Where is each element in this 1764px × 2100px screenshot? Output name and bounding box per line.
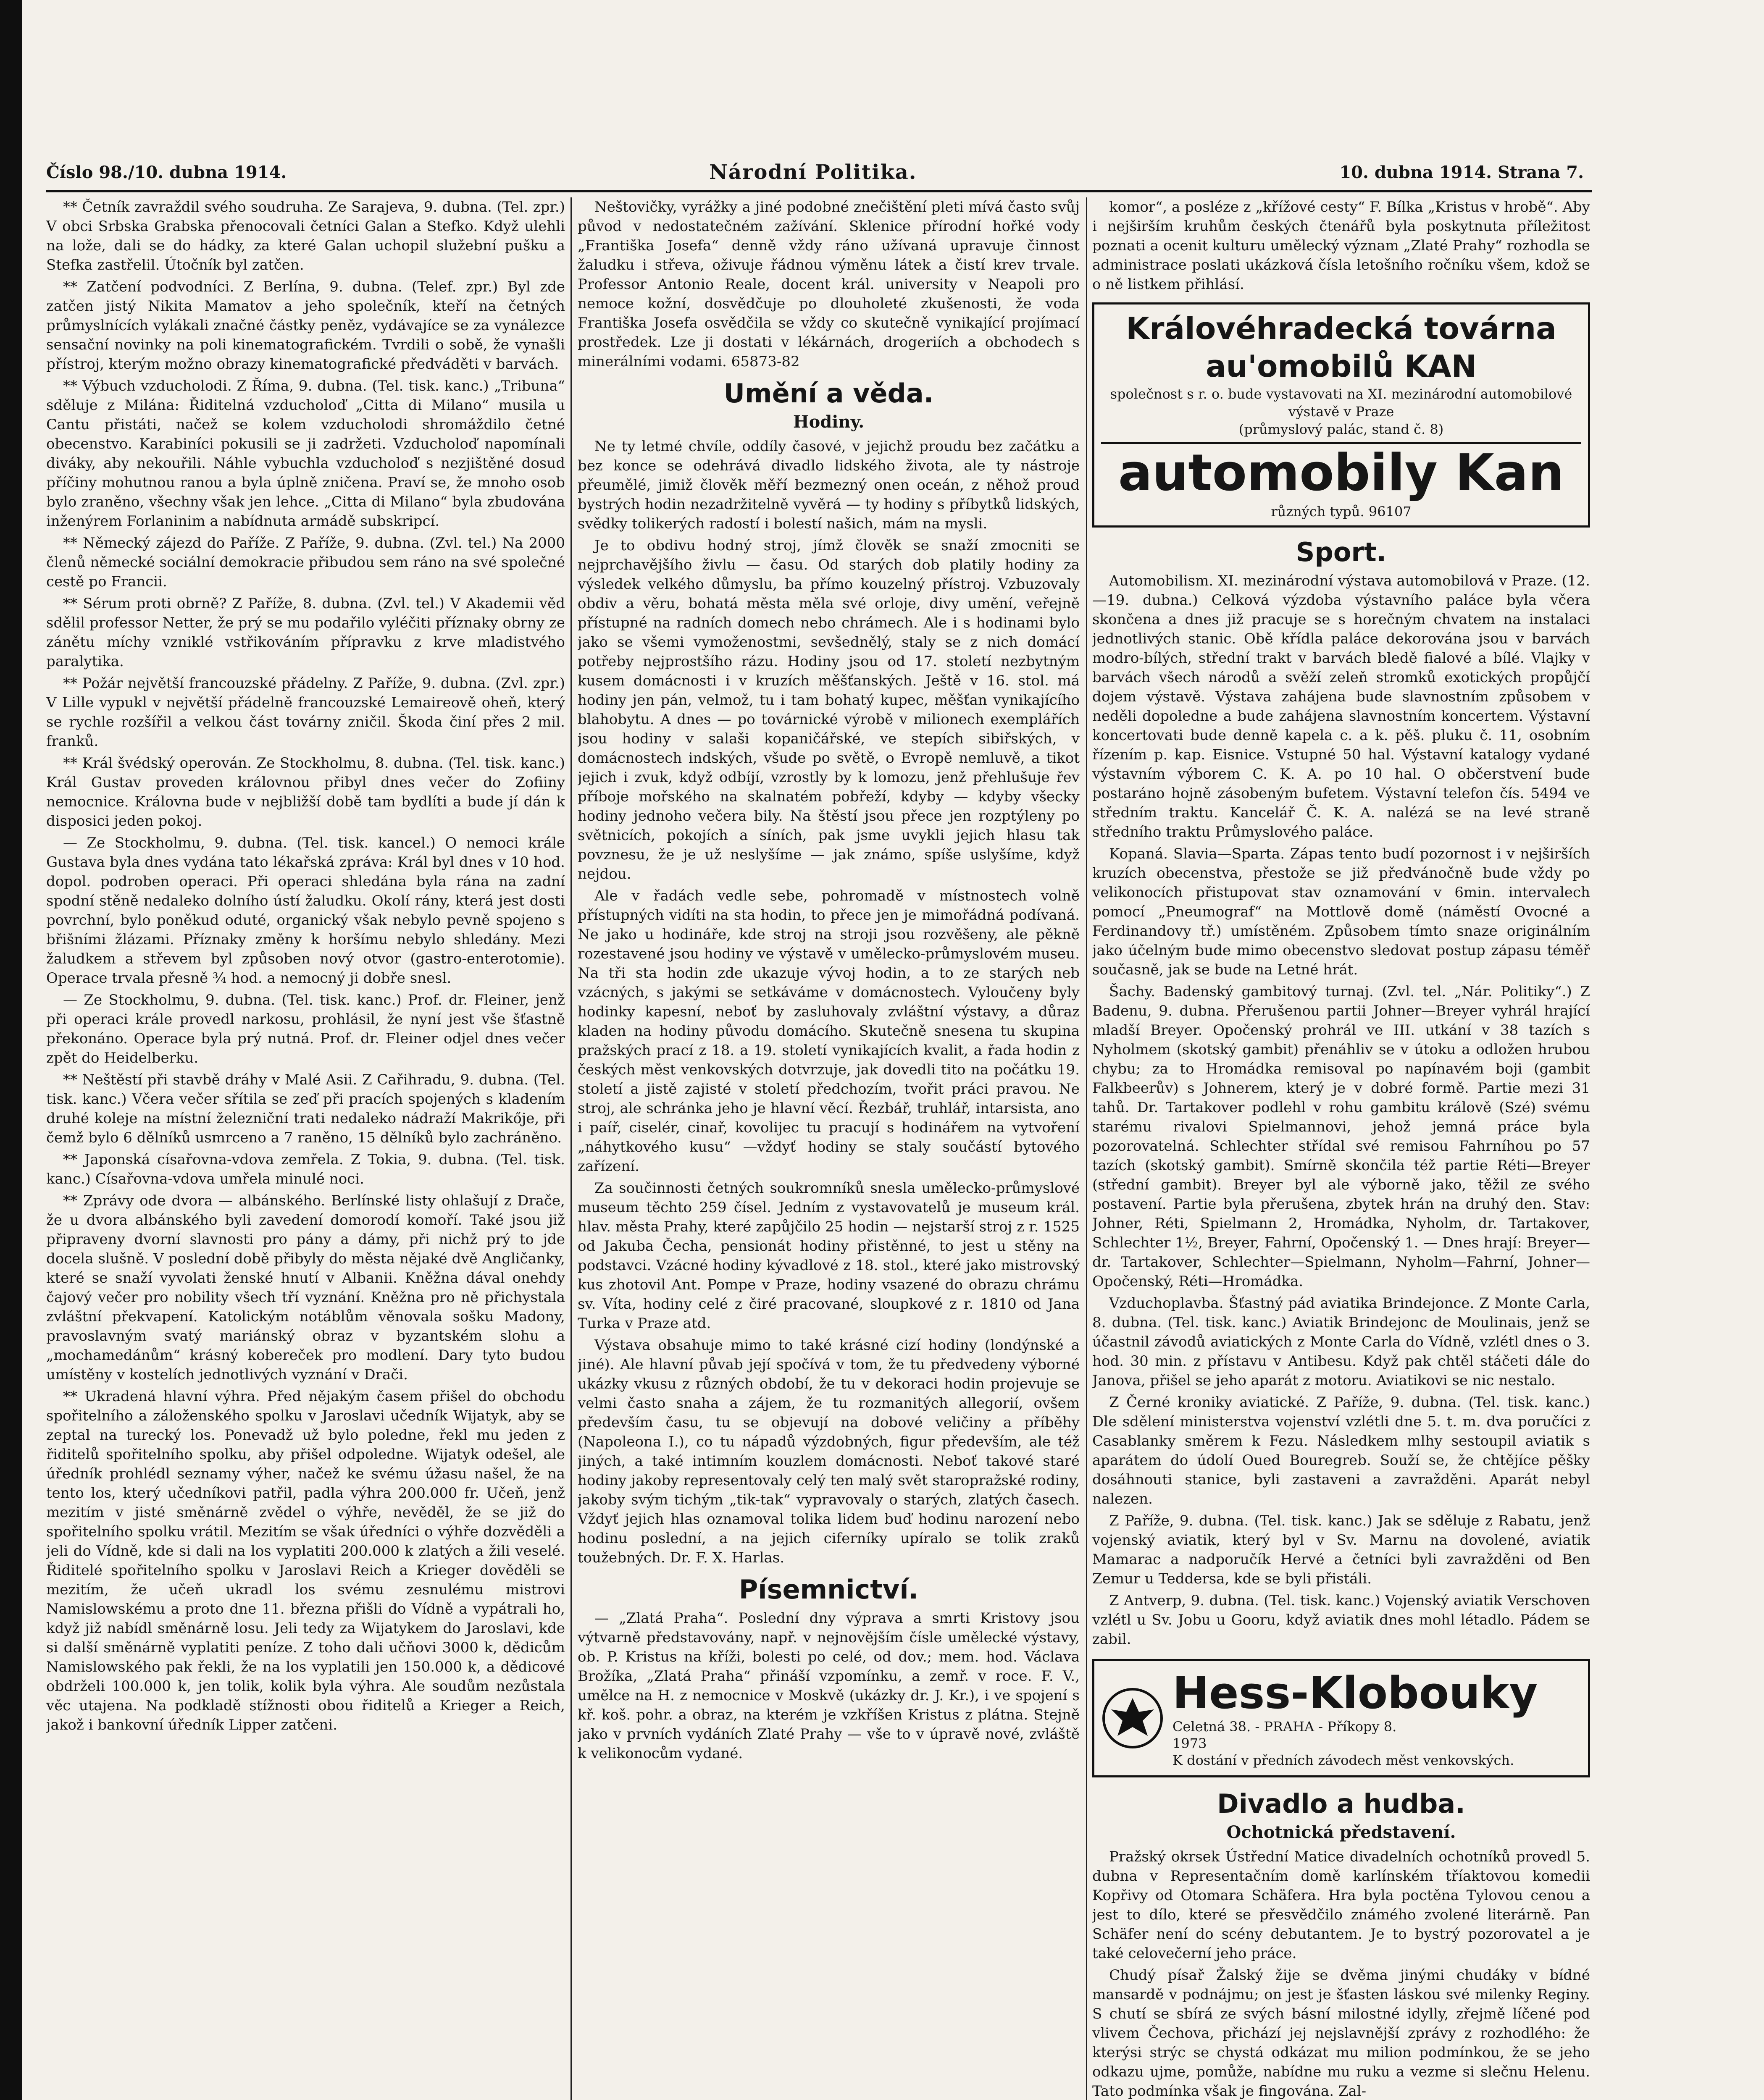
sport-item: Šachy. Badenský gambitový turnaj. (Zvl. tel. „Nár. Politiky“.) Z Badenu, 9. dubna. Přerušenou partii Johner—Breyer vyhrál hrající mladší Breyer. Opočenský prohrál ve III. utkání v 38 tazích s Nyholmem (skotský gambit) přenáhliv se v útoku a odložen hrubou chybu; za to Hromádka remisoval po napínavém boji (gambit Falkbeerův) s Johnerem, který je v dobré formě. Partie mezi 31 tahů. Dr. Tartakover podlehl v rohu gambitu králově (Szé) svému starému rivalovi Spielmannovi, jehož jemná práce byla pozorovatelná. Schlechter střídal své remisou Fahrníhou po 57 tazích (skotský gambit). Smírně skončila též partie Réti—Breyer (střední gambit). Breyer byl ale výborně jako, těžil ze svého postavení. Partie byla přerušena, zbytek hrán na druhý den. Stav: Johner, Réti, Spielmann 2, Hromádka, Nyholm, dr. Tartakover, Schlechter 1½, Breyer, Fahrní, Opočenský 1. — Dnes hrají: Breyer—dr. Tartakover, Schlechter—Spielmann, Nyholm—Fahrní, Johner—Opočenský, Réti—Hromádka.	[1092, 983, 1590, 1290]
news-item: ** Německý zájezd do Paříže. Z Paříže, 9. dubna. (Zvl. tel.) Na 2000 členů německé sociální demokracie přibudou sem ráno na své společné cestě po Francii.	[46, 535, 565, 590]
news-item: — Ze Stockholmu, 9. dubna. (Tel. tisk. kanc.) Prof. dr. Fleiner, jenž při operaci krále provedl narkosu, prohlásil, že nyní jest vše šťastně překonáno. Operace byla prý nutná. Prof. dr. Fleiner odjel dnes večer zpět do Heidelberku.	[46, 992, 565, 1066]
news-item: ** Zatčení podvodníci. Z Berlína, 9. dubna. (Telef. zpr.) Byl zde zatčen jistý Nikita Mamatov a jeho společník, kteří na četných průmyslnících vylákali značné částky peněz, vydávajíce se za vynálezce sensační novinky na poli kinematografickém. Tvrdili o sobě, že vynašli přístroj, kterým možno obrazy kinematografické předváděti v barvách.	[46, 278, 565, 373]
sport-item: Z Černé kroniky aviatické. Z Paříže, 9. dubna. (Tel. tisk. kanc.) Dle sdělení ministerstva vojenství vzlétli dne 5. t. m. dva poručíci z Casablanky směrem k Fezu. Následkem mlhy sestoupil aviatik s aparátem do údolí Oued Bouregreb. Souží se, že chtějíce pěšky dosáhnouti stanice, byli zastaveni a zavražděni. Aparát nebyl nalezen.	[1092, 1394, 1590, 1507]
article-paragraph: komor“, a posléze z „křížové cesty“ F. Bílka „Kristus v hrobě“. Aby i nejširším kruhům českých čtenářů byla poskytnuta příležitost poznati a ocenit kulturu umělecký význam „Zlaté Prahy“ rozhodla se administrace poslati ukázková čísla letošního ročníku všem, kdož se o ně listkem přihlásí.	[1092, 199, 1590, 293]
news-item: ** Ukradená hlavní výhra. Před nějakým časem přišel do obchodu spořitelního a záloženského spolku v Jaroslavi učedník Wijatyk, aby se zeptal na turecký los. Ponevadž už bylo poledne, řekl mu jeden z řiditelů spořitelního spolku, aby přišel odpoledne. Wijatyk odešel, ale úředník prohlédl seznamy výher, načež ke svému úžasu našel, že na tento los, který učedníkovi patřil, padla výhra 200.000 fr. Učeň, jenž mezitím v jisté směnárně zvědel o výhře, nevěděl, že se již do spořitelního spolku vrátil. Mezitím se však úředníci o výhře dozvěděli a jeli do Vídně, kde si dali na los vyplatiti 200.000 k zlatých a žili veselé. Řiditelé spořitelního spolku v Jaroslavi Reich a Krieger dověděli se mezitím, že učeň ukradl los svému zesnulému mistrovi Namislowskému a proto dne 11. března přišli do Vídně a vypátrali ho, když již nabídl směnárně losu. Jeli tedy za Wijatykem do Jaroslavi, kde si další směnárně vyplatiti peníze. Z toho dali učňovi 3000 k, dědicům Namislowského pak řekli, že na los vyplatili jen 150.000 k, a dědicové obdrželi 100.000 k, jen tolik, kolik byla výhra. Ale soudům nezůstala věc utajena. Na podkladě stížnosti obou řiditelů a Krieger a Reich, jakož i bankovní úředník Lipper zatčeni.	[46, 1388, 565, 1733]
kan-automobile-ad	[1092, 302, 1590, 528]
ad-number: 1973	[1172, 1735, 1207, 1751]
column-2	[578, 197, 1080, 2100]
column-separator	[1086, 197, 1087, 2100]
news-item: ** Zprávy ode dvora — albánského. Berlínské listy ohlašují z Drače, že u dvora albánského byli zavedení domorodí komoří. Také jsou již připraveny dvorní slavnosti pro pány a dámy, při nichž prý to jde docela slušně. V poslední době přibyly do města nějaké dvě Angličanky, které se snaží vyvolati ženské hnutí v Albanii. Kněžna dával onehdy čajový večer pro nobility všech tří vyznání. Kněžna pro ně přichystala zvláštní překvapení. Katolickým notáblům věnovala sošku Madony, pravoslavným svatý mariánský obraz v byzantském slohu a „mochamedánům“ krásný kobereček pro modlení. Dary tyto budou umístěny v kostelích jednotlivých vyznání v Drači.	[46, 1192, 565, 1383]
issue-number: Číslo 98./10. dubna 1914.	[46, 162, 287, 182]
news-item: — Ze Stockholmu, 9. dubna. (Tel. tisk. kancel.) O nemoci krále Gustava byla dnes vydána tato lékařská zpráva: Král byl dnes v 10 hod. dopol. podroben operaci. Při operaci shledána byla rána na zadní spodní stěně nedaleko dolního ústí žaludku. Okolí rány, která jest dosti povrchní, bylo poněkud oduté, organický však nebylo pevně spojeno s břišními žlázami. Příznaky změny k horšímu nebylo shledány. Mezi žaludkem a střevem byl způsoben nový otvor (gastro-enterotomie). Operace trvala přesně ¾ hod. a nemocný ji dobře snesl.	[46, 835, 565, 987]
advert-text: Neštovičky, vyrážky a jiné podobné znečištění pleti mívá často svůj původ v nedostatečném zažívání. Sklenice přírodní hořké vody „Františka Josefa“ denně vždy ráno užívaná upravuje činnost žaludku i střeva, oživuje řádnou výměnu látek a čistí krev trvale. Professor Antonio Reale, docent král. university v Neapoli pro nemoce kožní, dosvědčuje po dlouholeté zkušenosti, že voda Františka Josefa osvědčila se vždy co skutečně vynikající projímací prostředek. Lze ji dostati v lékárnách, drogeriích a obchodech s minerálními vodami. 65873-82	[578, 199, 1080, 370]
news-item: ** Četník zavraždil svého soudruha. Ze Sarajeva, 9. dubna. (Tel. zpr.) V obci Srbska Grabska přenocovali četníci Galan a Stefko. Když ulehli na lože, dali se do hádky, za které Galan uchopil služební pušku a Stefka zastřelil. Útočník byl zatčen.	[46, 199, 565, 273]
column-1	[46, 197, 565, 2100]
news-item: ** Král švédský operován. Ze Stockholmu, 8. dubna. (Tel. tisk. kanc.) Král Gustav proveden královnou přibyl dnes večer do Zofiiny nemocnice. Královna bude v nejbližší době tam bydlíti a bude jí dán k disposici jeden pokoj.	[46, 755, 565, 830]
article-title: Ochotnická představení.	[1226, 1822, 1456, 1842]
masthead-rule	[46, 190, 1592, 192]
ad-headline: Královéhradecká továrna au'omobilů KAN	[1126, 311, 1556, 384]
section-heading-sport: Sport.	[1296, 537, 1387, 567]
column-separator	[570, 197, 572, 2100]
news-item: ** Výbuch vzducholodi. Z Říma, 9. dubna. (Tel. tisk. kanc.) „Tribuna“ sděluje z Milána: Řiditelná vzducholoď „Citta di Milano“ musila u Cantu přistáti, načež se kolem vzducholodi shromáždilo četné obecenstvo. Karabiníci pokusili se ji zadržeti. Vzducholoď napomínali diváky, aby nekouřili. Náhle vybuchla vzducholoď s nezjištěné dosud příčiny mohutnou ranou a byla úplně zničena. Praví se, že mnoho osob bylo zraněno, všechny však jen lehce. „Citta di Milano“ byla zbudována inženýrem Forlaninim a nabídnuta armádě subskripcí.	[46, 378, 565, 530]
date-page: 10. dubna 1914. Strana 7.	[1339, 162, 1584, 182]
scan-border	[0, 0, 22, 2100]
section-heading-art: Umění a věda.	[723, 378, 934, 409]
news-item: ** Neštěstí při stavbě dráhy v Malé Asii. Z Cařihradu, 9. dubna. (Tel. tisk. kanc.) Včera večer sřítila se zeď při pracích spojených s kladením druhé koleje na místní železniční trati nedaleko nádraží Makrikője, při čemž bylo 6 dělníků usmrceno a 7 raněno, 15 dělníků bylo zachráněno.	[46, 1071, 565, 1146]
article-paragraph: Za součinnosti četných soukromníků snesla umělecko-průmyslové museum těchto 259 čísel. Jedním z vystavovatelů je museum král. hlav. města Prahy, které zapůjčilo 25 hodin — nejstarší stroj z r. 1525 od Jakuba Čecha, pensionát hodiny přistěnné, to jest u stěny na podstavci. Vzácné hodiny kývadlové z 18. stol., které jako mistrovský kus zhotovil Ant. Pompe v Praze, hodiny vsazené do obrazu chrámu sv. Víta, hodiny celé z čiré pracované, sloupkové z r. 1810 od Jana Turka v Praze atd.	[578, 1180, 1080, 1332]
article-paragraph: Ale v řadách vedle sebe, pohromadě v místnostech volně přístupných vidíti na sta hodin, to přece jen je mimořádná podívaná. Ne jako u hodináře, kde stroj na stroji jsou rozvěšeny, ale pěkně rozestavené jsou hodiny ve výstavě v umělecko-průmyslovém museu. Na tři sta hodin zde ukazuje vývoj hodin, a to ze starých neb vzácných, s jakými se setkáváme v domácnostech. Vyloučeny byly hodinky kapesní, neboť by zasluhovaly zvláštní výstavy, a důraz kladen na hodiny původu domácího. Skutečně snesena tu skupina pražských prací z 18. a 19. století vynikajících kvalit, a řada hodin z českých měst venkovských dotvrzuje, jak dovedli tito na počátku 19. století a jistě zajisté v století předchozím, tvořit práci pravou. Ne stroj, ale schránka jeho je hlavní věcí. Řezbář, truhlář, intarsista, ano i paíř, ciselér, cinař, kovolijec tu pracují s hodinářem na vytvoření „náhytkového kusu“ —vždyť hodiny se staly součástí bytového zařízení.	[578, 887, 1080, 1175]
hess-hat-ad	[1092, 1659, 1590, 1777]
sport-item: Z Antverp, 9. dubna. (Tel. tisk. kanc.) Vojenský aviatik Verschoven vzlétl u Sv. Jobu u Gooru, když aviatik dnes mohl létadlo. Pádem se zabil.	[1092, 1592, 1590, 1648]
news-item: ** Sérum proti obrně? Z Paříže, 8. dubna. (Zvl. tel.) V Akademii věd sdělil professor Netter, že prý se mu podařilo vyléčiti příznaky obrny ze zánětu míchy vzniklé vstřikováním přípravku z krve mladistvého paralytika.	[46, 595, 565, 670]
eagle-emblem-icon	[1101, 1687, 1164, 1750]
ad-brand: Hess-Klobouky	[1172, 1667, 1538, 1719]
newspaper-title: Národní Politika.	[709, 160, 917, 184]
article-paragraph: Je to obdivu hodný stroj, jímž člověk se snaží zmocniti se nejprchavějšího živlu — času. Od starých dob platily hodiny za výsledek velkého důmyslu, ba přímo kouzelný přístroj. Vzbuzovaly obdiv a věru, bohatá města měla své orloje, divy umění, veřejně přístupné na radních domech nebo chrámech. Ale i s hodinami bylo jako se všemi vymoženostmi, sevšednělý, staly se z nich domácí potřeby nejprostšího rázu. Hodiny jsou od 17. století nezbytným kusem domácnosti i v kruzích měšťanských. Ještě v 16. stol. má hodiny jen pán, velmož, tu i tam bohatý kupec, měšťan vynikajícího blahobytu. A dnes — po továrnické výrobě v milionech exemplářích jsou hodiny v salaši kopaničářské, ve stepích sibiřských, v domácnostech indských, všude po světě, o Evropě nemluvě, a tikot jejich i zvuk, když odbíjí, vzrostly by k lomozu, jenž přehlušuje řev příboje mořského na skalnatém pobřeží, kdyby — kdyby všecky hodiny jednoho večera bily. Na štěstí jsou přece jen rozptýleny po světnicích, pokojích a síních, pak jsme uvykli jejich hlasu tak povznesu, že je už neslyšíme — jak známo, spíše uslyšíme, když nejdou.	[578, 537, 1080, 882]
ad-brand: automobily Kan	[1101, 442, 1581, 503]
section-heading-literature: Písemnictví.	[739, 1574, 919, 1605]
article-paragraph: Pražský okrsek Ústřední Matice divadelních ochotníků provedl 5. dubna v Representačním domě karlínském tříaktovou komedii Kopřivy od Otomara Schäfera. Hra byla poctěna Tylovou cenou a jest to dílo, které se přesvědčilo známého zvolené literárně. Pan Schäfer není do scény debutantem. Je to bystrý pozorovatel a je také celovečerní jeho práce.	[1092, 1848, 1590, 1962]
column-3	[1092, 197, 1590, 2100]
news-item: ** Požár největší francouzské přádelny. Z Paříže, 9. dubna. (Zvl. zpr.) V Lille vypukl v největší přádelně francouzské Lemaireově oheň, který se rychle rozšířil a velkou část továrny zničil. Škoda činí přes 2 mil. franků.	[46, 675, 565, 750]
article-paragraph: — „Zlatá Praha“. Poslední dny výprava a smrti Kristovy jsou výtvarně představovány, např. v nejnovějším čísle umělecké výstavy, ob. P. Kristus na kříži, bolesti po celé, od dov.; mem. hod. Václava Brožíka, „Zlatá Praha“ přináší vzpomínku, a zemř. v roce. F. V., umělce na H. z nemocnice v Moskvě (ukázky dr. J. Kr.), i ve spojení s kř. koš. pohr. a obraz, na kterém je vzkříšen Kristus z plátna. Stejně jako v prvních vydáních Zlaté Prahy — vše to v úpravě nové, zvláště k velikonocům vydané.	[578, 1610, 1080, 1762]
section-heading-theatre: Divadlo a hudba.	[1217, 1788, 1465, 1819]
article-title: Hodiny.	[793, 412, 865, 432]
sport-item: Z Paříže, 9. dubna. (Tel. tisk. kanc.) Jak se sděluje z Rabatu, jenž vojenský aviatik, který byl v Sv. Marnu na dovolené, aviatik Mamarac a nadporučík Hervé a četníci byli zavražděni od Ben Zemur u Teddersa, kde se byli přistáli.	[1092, 1512, 1590, 1587]
news-item: ** Japonská císařovna-vdova zemřela. Z Tokia, 9. dubna. (Tel. tisk. kanc.) Císařovna-vdova umřela minulé noci.	[46, 1151, 565, 1187]
ad-footer: různých typů. 96107	[1271, 504, 1412, 520]
ad-text: (průmyslový palác, stand č. 8)	[1238, 421, 1444, 437]
masthead	[46, 155, 1584, 189]
ad-text: společnost s r. o. bude vystavovati na XI. mezinárodní automobilové výstavě v Praze	[1110, 386, 1572, 420]
ad-address: Celetná 38. - PRAHA - Příkopy 8.	[1172, 1719, 1397, 1735]
sport-item: Vzduchoplavba. Šťastný pád aviatika Brindejonce. Z Monte Carla, 8. dubna. (Tel. tisk. kanc.) Aviatik Brindejonc de Moulinais, jenž se účastnil závodů aviatických z Monte Carla do Vídně, vzlétl dnes o 3. hod. 30 min. z přístavu v Antibesu. Když pak chtěl stáčeti dále do Janova, přišel se jeho aparát z motoru. Aviatikovi se nic nestalo.	[1092, 1295, 1590, 1389]
sport-item: Automobilism. XI. mezinárodní výstava automobilová v Praze. (12.—19. dubna.) Celková výzdoba výstavního paláce byla včera skončena a dnes již pracuje se s horečným chvatem na instalaci jednotlivých stanic. Obě křídla paláce dekorována jsou v barvách modro-bílých, střední trakt v barvách bledě fialové a bílé. Vlajky v barvách všech národů a svěží zeleň stromků exotických propůjčí dojem výstavě. Výstava zahájena bude slavnostním způsobem v neděli dopoledne a bude zahájena slavnostním koncertem. Výstavní koncertovati bude denně kapela c. a k. pěš. pluku č. 11, osobním řízením p. kap. Eisnice. Vstupné 50 hal. Výstavní katalogy vydané výstavním výborem C. K. A. po 10 hal. O občerstvení bude postaráno hojně zásobeným bufetem. Výstavní telefon čís. 5494 ve středním traktu. Kancelář Č. K. A. nalézá se na levé straně středního traktu Průmyslového paláce.	[1092, 572, 1590, 840]
ad-availability: K dostání v předních závodech měst venkovských.	[1172, 1752, 1514, 1768]
article-paragraph: Výstava obsahuje mimo to také krásné cizí hodiny (londýnské a jiné). Ale hlavní půvab její spočívá v tom, že tu předvedeny výborné ukázky vkusu z různých období, že tu v dekoraci hodin projevuje se velmi často snaha a zájem, že tu rozmanitých allegorií, ovšem především času, tu se objevují na dobové veličiny a příběhy (Napoleona I.), co tu nápadů výzdobných, figur především, ale též jiných, a také intimním kouzlem domácnosti. Neboť takové staré hodiny jakoby representovaly celý ten malý svět staropražské rodiny, jakoby svým tichým „tik-tak“ vypravovaly o starých, zlatých časech. Vždyť jejich hlas oznamoval tolika lidem buď hodinu narození nebo hodinu poslední, a na jejich ciferníky upíralo se tolik zraků toužebných. Dr. F. X. Harlas.	[578, 1337, 1080, 1566]
article-paragraph: Ne ty letmé chvíle, oddíly časové, v jejichž proudu bez začátku a bez konce se odehrává divadlo lidského života, ale ty nástroje přeumělé, jimiž člověk měří bezmezný onen oceán, z něhož proud bystrých hodin nezadržitelně vyvěrá — ty hodiny s příbytků lidských, svědky tolikerých radostí i bolestí našich, mám na mysli.	[578, 438, 1080, 532]
sport-item: Kopaná. Slavia—Sparta. Zápas tento budí pozornost i v nejširších kruzích obecenstva, přestože se již předvánočně bude vždy po velikonocích přistupovat stav oznamování v 6min. intervalech pomocí „Pneumograf“ na Mottlově domě (náměstí Ovocné a Ferdinandovy tř.) umístěném. Způsobem tímto snaze originálním jako účelným bude mimo obecenstvo sledovat postup zápasu téměř současně, jak se bude na Letné hrát.	[1092, 845, 1590, 978]
article-paragraph: Chudý písař Žalský žije se dvěma jinými chudáky v bídné mansardě v podnájmu; on jest je šťasten láskou své milenky Reginy. S chutí se sbírá ze svých básní milostné idylly, zřejmě líčené pod vlivem Čechova, přichází jej nejslavnější zprávy z rozhodlého: že kterýsi strýc se chystá odkázat mu milion podmínkou, že se jeho odkazu ujme, pomůže, nabídne mu ruku a vezme si slečnu Helenu. Tato podmínka však je fingována. Zal-	[1092, 1967, 1590, 2100]
